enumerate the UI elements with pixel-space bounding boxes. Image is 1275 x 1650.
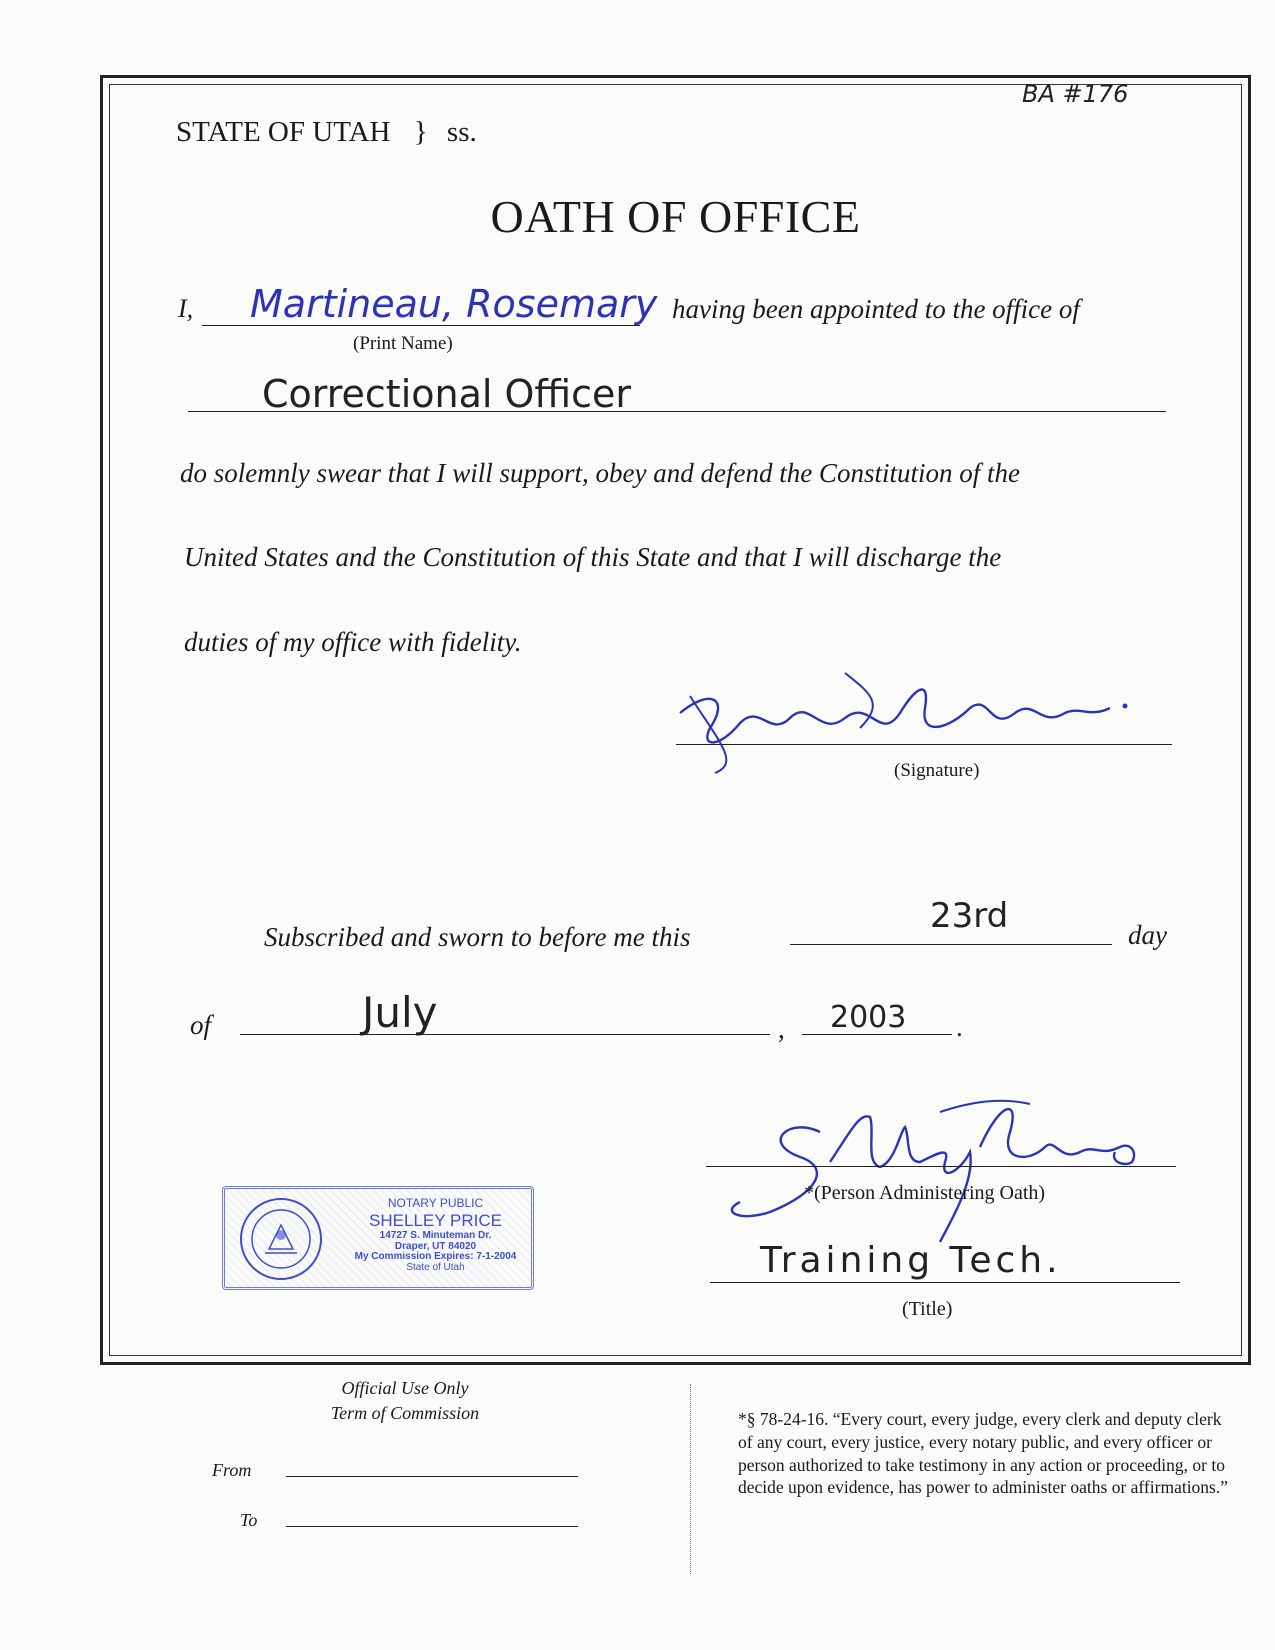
official-use-line1: Official Use Only <box>341 1378 469 1398</box>
from-label: From <box>212 1460 252 1480</box>
intro-i: I, <box>178 294 194 323</box>
signature-rule <box>676 744 1172 745</box>
oath-line-3: duties of my office with fidelity. <box>184 627 522 657</box>
official-use-line2: Term of Commission <box>330 1403 480 1424</box>
oath-line-2: United States and the Constitution of this State and that I will discharge the <box>184 542 1002 572</box>
office-rule <box>188 411 1166 412</box>
to-rule <box>286 1526 578 1527</box>
printed-name: Martineau, Rosemary <box>250 282 658 326</box>
venue-block <box>176 116 477 149</box>
notary-stamp-line6: State of Utah <box>406 1261 465 1273</box>
print-name-label: (Print Name) <box>353 333 453 354</box>
venue-state: STATE OF UTAH <box>176 116 391 148</box>
venue-brace: } <box>413 116 428 148</box>
appointed-text: having been appointed to the office of <box>672 294 1080 324</box>
title-value: Training Tech. <box>760 1240 1062 1281</box>
title-rule <box>710 1282 1180 1283</box>
official-use-heading <box>290 1376 520 1426</box>
state-seal-icon <box>235 1195 327 1283</box>
month-comma: , <box>778 1014 785 1044</box>
year-value: 2003 <box>830 1000 907 1035</box>
signature-label: (Signature) <box>894 760 980 781</box>
notary-stamp-line4: Draper, UT 84020 <box>394 1240 477 1252</box>
venue-ss: ss. <box>446 116 477 148</box>
administrator-signature <box>700 1092 1140 1252</box>
day-value: 23rd <box>930 896 1009 936</box>
day-rule <box>790 944 1112 945</box>
from-rule <box>286 1476 578 1477</box>
title-label: (Title) <box>902 1298 953 1320</box>
administrator-rule <box>706 1166 1176 1167</box>
notary-stamp-text <box>343 1197 528 1273</box>
month-rule <box>240 1034 770 1035</box>
vertical-divider <box>690 1384 691 1574</box>
corner-note: BA #176 <box>1022 80 1129 108</box>
of-label: of <box>190 1010 212 1040</box>
year-period: . <box>956 1012 963 1042</box>
notary-stamp-line3: 14727 S. Minuteman Dr. <box>379 1230 492 1242</box>
notary-stamp-line2: SHELLEY PRICE <box>369 1210 502 1230</box>
page-title: OATH OF OFFICE <box>490 191 861 242</box>
notary-stamp-line5: My Commission Expires: 7-1-2004 <box>354 1251 517 1263</box>
to-label: To <box>240 1510 258 1530</box>
administering-label: *(Person Administering Oath) <box>804 1182 1046 1204</box>
day-label: day <box>1128 920 1167 950</box>
oath-line-1: do solemnly swear that I will support, obey and defend the Constitution of the <box>180 458 1020 488</box>
notary-stamp-line1: NOTARY PUBLIC <box>387 1196 484 1210</box>
notary-stamp <box>222 1186 534 1290</box>
month-value: July <box>362 988 438 1037</box>
subscribed-text: Subscribed and sworn to before me this <box>264 922 691 952</box>
statute-text: *§ 78-24-16. “Every court, every judge, every clerk and deputy clerk of any court, every justice, every notary public, and every officer or person authorized to take testimony in any action or proceeding, or to decide upon evidence, has power to administer oaths or affirmations.” <box>738 1409 1229 1498</box>
office-value: Correctional Officer <box>262 372 632 416</box>
